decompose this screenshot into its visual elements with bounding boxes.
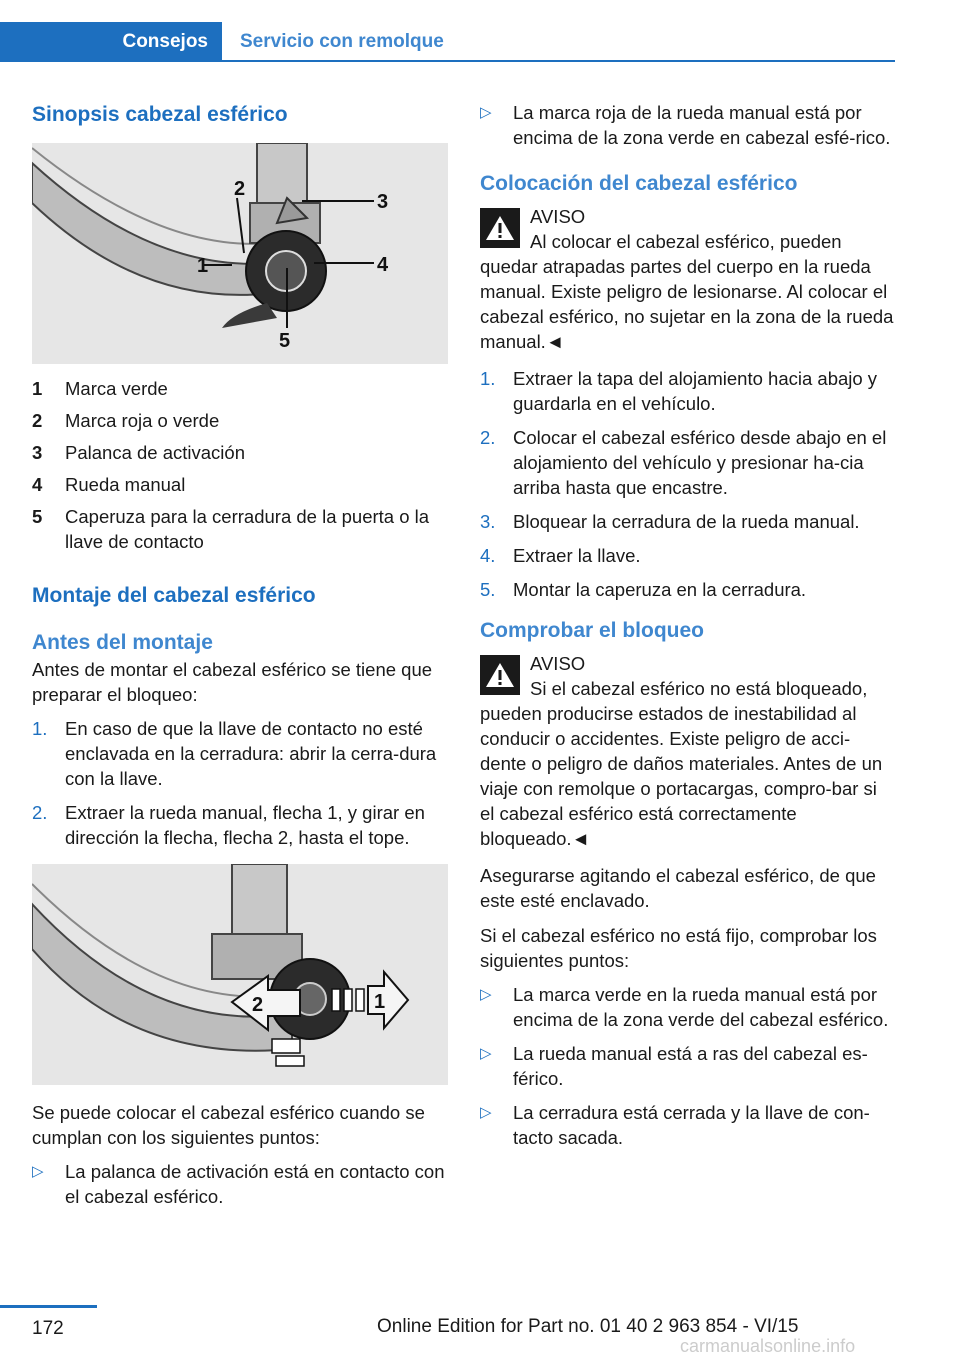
legend-text: Marca roja o verde: [65, 410, 220, 431]
list-item: [480, 1041, 896, 1091]
warning-header: [480, 651, 896, 701]
step-text: Montar la caperuza en la cerradura.: [513, 579, 807, 600]
edition-note: Online Edition for Part no. 01 40 2 963 854 - VI/15: [377, 1316, 799, 1337]
figure1-label-1: 1: [197, 255, 209, 277]
bullet-text: La cerradura está cerrada y la llave de con‐tacto sacada.: [513, 1102, 870, 1148]
figure2-label-2: 2: [252, 994, 264, 1016]
intro-paragraph: Antes de montar el cabezal esférico se tiene que preparar el bloqueo:: [32, 659, 433, 705]
figure-hand-wheel: [32, 864, 448, 1085]
warning-box: [480, 204, 896, 354]
legend-number: 5: [32, 506, 43, 527]
warning-triangle-icon: [480, 208, 520, 248]
legend-number: 2: [32, 410, 43, 431]
footer-rule: [0, 1305, 97, 1308]
list-item: [480, 982, 896, 1032]
warning-title: AVISO: [530, 653, 586, 674]
figure1-label-5: 5: [279, 330, 291, 352]
step-text: Bloquear la cerradura de la rueda manual.: [513, 511, 860, 532]
triangle-bullet-icon: ▷: [480, 1045, 492, 1062]
figure1-label-3: 3: [377, 191, 389, 213]
warning-triangle-icon: [480, 655, 520, 695]
legend-text: Palanca de activación: [65, 442, 245, 463]
step-number: 4.: [480, 545, 496, 566]
warning-first-line: Al colocar el cabezal esférico, pueden: [530, 231, 842, 252]
bullet-text: La marca roja de la rueda manual está por encima de la zona verde en cabezal esfé‐rico.: [513, 102, 891, 148]
step-number: 5.: [480, 579, 496, 600]
step-text: En caso de que la llave de contacto no esté enclavada en la cerradura: abrir la cerra‐dura con la llave.: [65, 718, 437, 789]
step-text: Colocar el cabezal esférico desde abajo en el alojamiento del vehículo y presionar ha‐cia arriba hasta que encastre.: [513, 427, 887, 498]
list-item: [480, 425, 896, 500]
figure-ball-head-overview: [32, 143, 448, 364]
warning-body: pueden producirse estados de inestabilidad al conducir o accidentes. Existe peligro de acci‐dente o peligro de daños materiales. Antes de un viaje con remolque o portacargas, compro‐bar si el cabezal esférico está correctamente bloqueado.◄: [480, 703, 883, 849]
triangle-bullet-icon: ▷: [480, 986, 492, 1003]
legend-number: 4: [32, 474, 43, 495]
chapter-tab[interactable]: Consejos: [0, 22, 222, 62]
list-item: [32, 800, 448, 850]
warning-body: quedar atrapadas partes del cuerpo en la rueda manual. Existe peligro de lesionarse. Al colocar el cabezal esférico, no sujetar en la zona de la rueda manual.◄: [480, 256, 894, 352]
bullet-text: La marca verde en la rueda manual está por encima de la zona verde del cabezal esférico.: [513, 984, 889, 1030]
triangle-bullet-icon: ▷: [480, 104, 492, 121]
figure1-label-2: 2: [234, 178, 246, 200]
triangle-bullet-icon: ▷: [480, 1104, 492, 1121]
conditions-list: [32, 1159, 448, 1209]
legend-item: [32, 504, 448, 554]
step-text: Extraer la tapa del alojamiento hacia abajo y guardarla en el vehículo.: [513, 368, 878, 414]
step-text: Extraer la llave.: [513, 545, 641, 566]
list-item: [480, 543, 896, 568]
step-number: 3.: [480, 511, 496, 532]
section-title-montaje: Montaje del cabezal esférico: [32, 584, 316, 607]
list-item: [32, 1159, 448, 1209]
check-paragraph: Si el cabezal esférico no está fijo, comprobar los siguientes puntos:: [480, 925, 877, 971]
legend-text: Rueda manual: [65, 474, 186, 495]
legend-item: [32, 408, 448, 433]
warning-box: [480, 651, 896, 851]
legend-number: 1: [32, 378, 43, 399]
conditions-paragraph: Se puede colocar el cabezal esférico cuando se cumplan con los siguientes puntos:: [32, 1102, 425, 1148]
list-item: [480, 366, 896, 416]
step-text: Extraer la rueda manual, flecha 1, y girar en dirección la flecha, flecha 2, hasta el tope.: [65, 802, 425, 848]
watermark: carmanualsonline.info: [680, 1336, 856, 1356]
list-item: [32, 716, 448, 791]
right-column: [480, 100, 896, 1159]
legend-text: Caperuza para la cerradura de la puerta o la llave de contacto: [65, 506, 430, 552]
step-number: 1.: [480, 368, 496, 389]
legend-text: Marca verde: [65, 378, 168, 399]
subsection-title-antes: Antes del montaje: [32, 631, 213, 654]
figure2-label-1: 1: [374, 991, 386, 1013]
section-title-comprobar: Comprobar el bloqueo: [480, 619, 705, 642]
step-number: 1.: [32, 718, 48, 739]
bullet-text: La rueda manual está a ras del cabezal es‐férico.: [513, 1043, 868, 1089]
section-tab[interactable]: Servicio con remolque: [240, 31, 444, 52]
list-item: [480, 100, 896, 150]
step-number: 2.: [480, 427, 496, 448]
page-number: 172: [32, 1318, 64, 1339]
list-item: [480, 509, 896, 534]
figure1-label-4: 4: [377, 254, 389, 276]
left-column: [32, 100, 448, 1218]
preparation-steps: [32, 716, 448, 850]
legend-item: [32, 440, 448, 465]
legend-number: 3: [32, 442, 43, 463]
legend-item: [32, 472, 448, 497]
warning-header: [480, 204, 896, 254]
bullet-text: La palanca de activación está en contacto con el cabezal esférico.: [65, 1161, 445, 1207]
list-item: [480, 577, 896, 602]
list-item: [480, 1100, 896, 1150]
page-header: [0, 22, 895, 62]
warning-first-line: Si el cabezal esférico no está bloqueado,: [530, 678, 868, 699]
triangle-bullet-icon: ▷: [32, 1163, 44, 1180]
check-paragraph: Asegurarse agitando el cabezal esférico, de que este esté enclavado.: [480, 865, 876, 911]
section-title-colocacion: Colocación del cabezal esférico: [480, 172, 798, 195]
install-steps: [480, 366, 896, 602]
check-list: [480, 982, 896, 1150]
warning-title: AVISO: [530, 206, 586, 227]
section-title-sinopsis: Sinopsis cabezal esférico: [32, 103, 288, 126]
step-number: 2.: [32, 802, 48, 823]
header-rule: [222, 60, 895, 62]
legend-item: [32, 376, 448, 401]
figure-legend: [32, 376, 448, 554]
